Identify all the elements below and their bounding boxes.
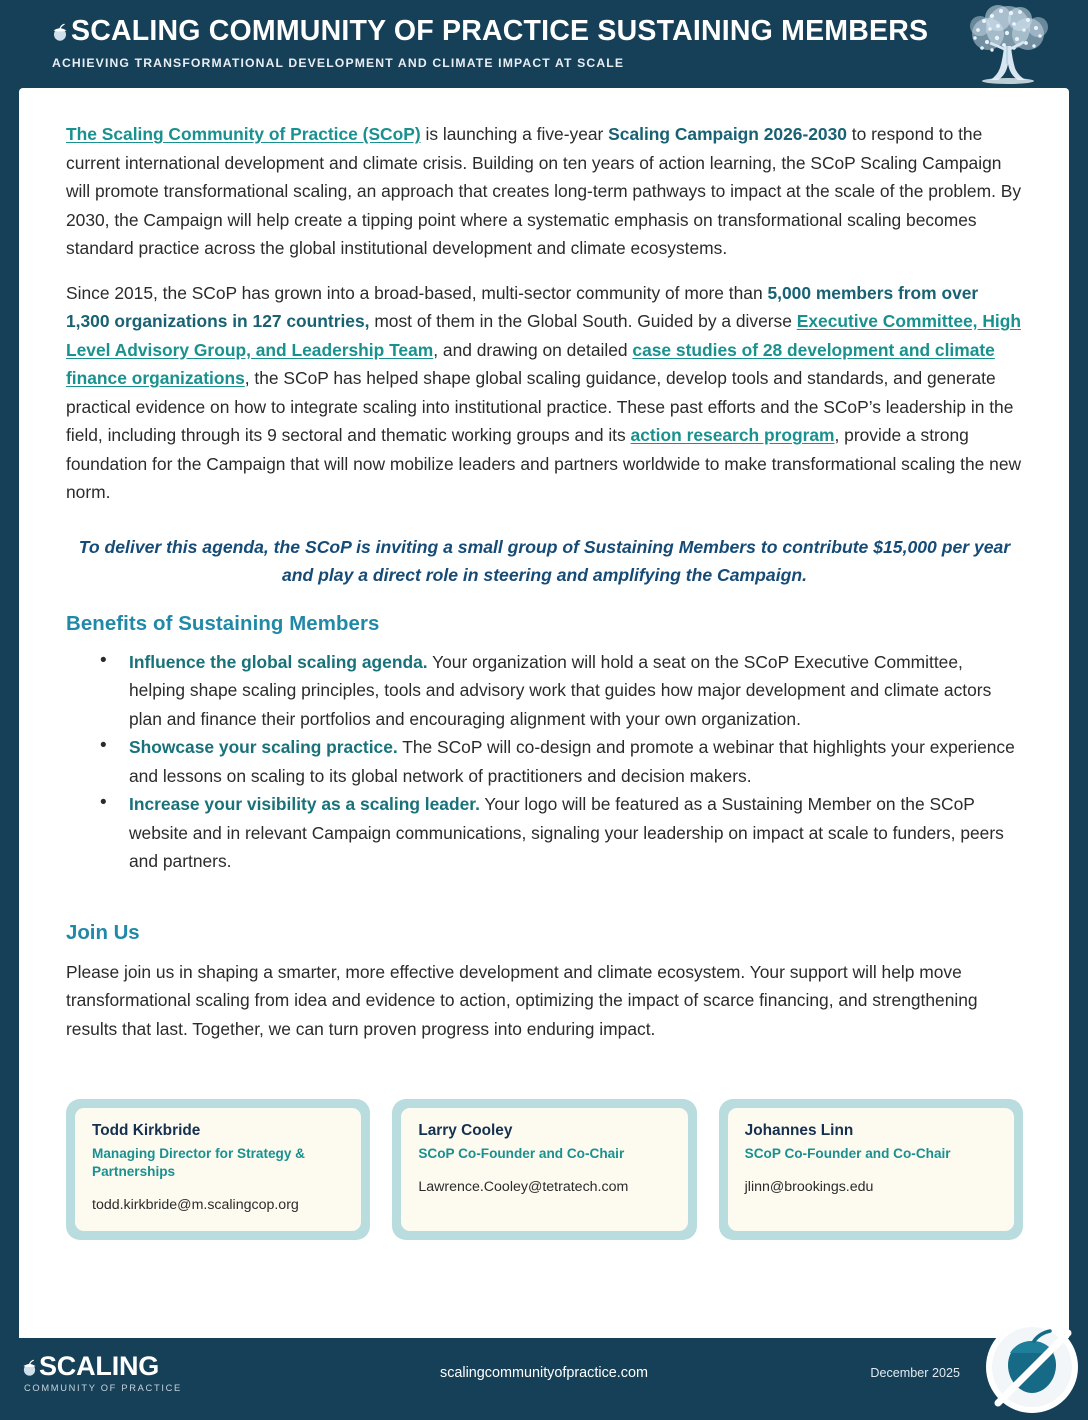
action-research-link[interactable]: action research program — [630, 425, 835, 445]
contact-cards — [66, 1099, 1023, 1240]
contact-role: Managing Director for Strategy & Partnerships — [92, 1146, 305, 1179]
header-subtitle: ACHIEVING TRANSFORMATIONAL DEVELOPMENT AND CLIMATE IMPACT AT SCALE — [52, 56, 625, 71]
paragraph-history — [66, 279, 1023, 507]
document-content — [19, 88, 1069, 1240]
contact-email[interactable]: todd.kirkbride@m.scalingcop.org — [92, 1197, 299, 1213]
contact-card — [392, 1099, 696, 1240]
history-text4: , the SCoP has helped shape global scaling guidance, develop tools and standards, and generate practical evidence on how to integrate scaling into institutional practice. These past efforts and the SCoP’s leadership in the field, including through its 9 sectoral and thematic working groups and its — [66, 368, 1014, 445]
contact-name: Todd Kirkbride — [92, 1122, 201, 1139]
scop-link[interactable]: The Scaling Community of Practice (SCoP) — [66, 124, 421, 144]
header-title-text: SCALING COMMUNITY OF PRACTICE SUSTAINING MEMBERS — [71, 15, 929, 47]
paragraph-intro-text1: is launching a five-year — [420, 124, 609, 144]
join-us-paragraph: Please join us in shaping a smarter, more effective development and climate ecosystem. Your support will help move transformational scaling from idea and evidence to action, optimizing the impact of scarce financing, and strengthening results that last. Together, we can turn proven progress into enduring impact. — [66, 961, 978, 1039]
benefit-lead: Showcase your scaling practice. — [129, 737, 398, 757]
benefit-text: The SCoP will co-design and promote a webinar that highlights your experience and lessons on scaling to its global network of practitioners and decision makers. — [129, 737, 1015, 786]
contact-role: SCoP Co-Founder and Co-Chair — [744, 1146, 951, 1161]
footer-logo-text: SCALING — [39, 1351, 160, 1381]
paragraph-intro — [66, 120, 1023, 263]
footer-logo-subtext: COMMUNITY OF PRACTICE — [24, 1383, 182, 1393]
list-item — [84, 648, 1023, 734]
footer-date: December 2025 — [870, 1366, 960, 1380]
page-footer — [0, 1338, 1088, 1408]
acorn-icon — [52, 18, 68, 49]
header-title-row — [52, 16, 1088, 47]
benefits-heading: Benefits of Sustaining Members — [66, 612, 380, 635]
contact-email[interactable]: jlinn@brookings.edu — [744, 1179, 874, 1195]
contact-card-inner — [728, 1108, 1014, 1231]
join-us-heading: Join Us — [66, 921, 140, 944]
campaign-bold: Scaling Campaign 2026-2030 — [608, 124, 847, 144]
benefit-lead: Influence the global scaling agenda. — [129, 651, 428, 672]
list-item — [84, 790, 1023, 876]
benefit-text: Your logo will be featured as a Sustaining Member on the SCoP website and in relevant Campaign communications, signaling your leadership on impact at scale to funders, peers and partners. — [129, 794, 1004, 871]
case-studies-link[interactable]: case studies of 28 development and climate finance organizations — [66, 339, 995, 388]
contact-name: Larry Cooley — [418, 1122, 513, 1139]
contact-card-inner — [75, 1108, 361, 1231]
history-text5: , provide a strong foundation for the Campaign that will now mobilize leaders and partners worldwide to make transformational scaling the new norm. — [66, 425, 1022, 502]
list-item — [84, 733, 1023, 790]
benefit-text: Your organization will hold a seat on the SCoP Executive Committee, helping shape scaling principles, tools and advisory work that guides how major development and climate actors plan and finance their portfolios and encouraging alignment with your own organization. — [129, 651, 992, 729]
page-header — [0, 0, 1088, 88]
footer-website-url[interactable]: scalingcommunityofpractice.com — [440, 1365, 648, 1381]
document-page — [19, 88, 1069, 1338]
tree-illustration-icon — [954, 2, 1062, 93]
benefit-lead: Increase your visibility as a scaling leader. — [129, 794, 480, 814]
contact-card-inner — [401, 1108, 687, 1231]
contact-card — [719, 1099, 1023, 1240]
history-text1: Since 2015, the SCoP has grown into a broad-based, multi-sector community of more than — [66, 282, 768, 303]
sustaining-members-callout: To deliver this agenda, the SCoP is inviting a small group of Sustaining Members to contribute $15,000 per year and play a direct role in steering and amplifying the Campaign. — [78, 536, 1011, 585]
benefits-list — [84, 648, 1023, 876]
history-text2: most of them in the Global South. Guided by a diverse — [369, 311, 797, 331]
contact-role: SCoP Co-Founder and Co-Chair — [418, 1146, 625, 1161]
contact-email[interactable]: Lawrence.Cooley@tetratech.com — [418, 1179, 629, 1195]
paragraph-intro-text2: to respond to the current international development and climate crisis. Building on ten years of action learning, the SCoP Scaling Campaign will promote transformational scaling, an approach that creates long-term pathways to impact at the scale of the problem. By 2030, the Campaign will help create a tipping point where a systematic emphasis on transformational scaling becomes standard practice across the global institutional development and climate ecosystems. — [66, 124, 1022, 258]
contact-name: Johannes Linn — [744, 1122, 854, 1139]
contact-card — [66, 1099, 370, 1240]
governance-link[interactable]: Executive Committee, High Level Advisory Group, and Leadership Team — [66, 311, 1021, 360]
history-text3: , and drawing on detailed — [433, 339, 633, 360]
members-bold: 5,000 members from over 1,300 organizations in 127 countries, — [66, 282, 979, 331]
acorn-circle-logo-icon — [984, 1319, 1080, 1420]
